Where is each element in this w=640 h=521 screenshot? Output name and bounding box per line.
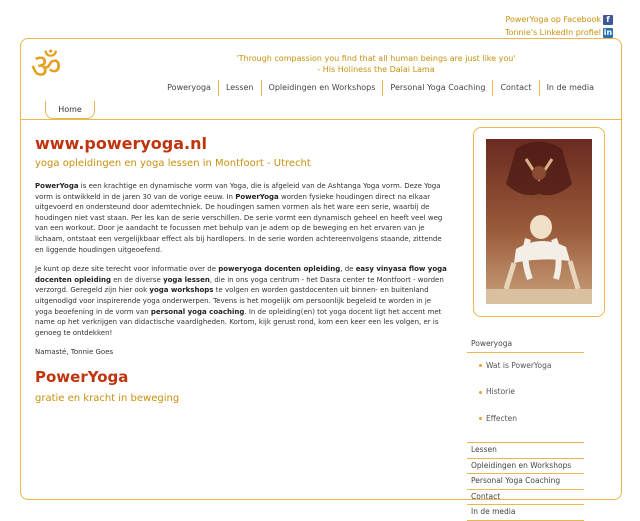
nav-lessen[interactable]: Lessen: [219, 80, 262, 96]
nav-in-de-media[interactable]: In de media: [546, 83, 594, 92]
bold-keyword: PowerYoga: [235, 192, 279, 201]
info-paragraph: Je kunt op deze site terecht voor informatie over de poweryoga docenten opleiding, de easy vinyasa flow yoga docenten opleiding en de diverse yoga lessen, die in ons yoga centrum - het Dasra center te Montfoort - worden verzorgd. Geregeld zijn hier ook yoga workshops te volgen en worden gastdocenten uit binnen- en buitenland uitgenodigd voor inspirerende yoga onderwerpen. Tevens is het mogelijk om persoonlijk begeleid te worden in je yoga beoefening in de vorm van personal yoga coaching. In de opleiding(en) tot yoga docent ligt het accent met name op het verkrijgen van didactische vaardigheden. Kortom, kijk gerust rond, kom een keer een les volgen, er is genoeg te ontdekken!: [35, 265, 447, 337]
bold-keyword: PowerYoga: [35, 182, 79, 190]
tagline: gratie en kracht in beweging: [35, 392, 180, 404]
svg-text:ॐ: ॐ: [30, 47, 62, 85]
sidebar-subitem-effecten[interactable]: [467, 412, 584, 427]
facebook-icon[interactable]: f: [603, 15, 613, 25]
linkedin-icon[interactable]: in: [603, 27, 613, 37]
linkedin-link-label[interactable]: Tonnie's LinkedIn profiel: [505, 28, 601, 37]
header-quote: [161, 53, 591, 75]
yoga-pose-photo: [486, 139, 592, 304]
sidebar-subitem-historie[interactable]: [467, 385, 584, 400]
sidebar-subitem-wat-is[interactable]: [467, 359, 584, 374]
sidebar-subitem-label[interactable]: Historie: [486, 387, 515, 396]
bold-keyword: yoga lessen: [163, 275, 210, 284]
nav-opleidingen[interactable]: Opleidingen en Workshops: [262, 80, 384, 96]
sidebar-subitem-label[interactable]: Wat is PowerYoga: [486, 360, 552, 370]
bullet-icon: [479, 364, 482, 367]
facebook-link[interactable]: [505, 13, 613, 26]
photo-frame: [473, 127, 605, 317]
sidebar-menu: [467, 337, 584, 521]
breadcrumb-bar: [21, 101, 621, 120]
sidebar-subgroup: [467, 353, 584, 444]
bold-keyword: personal yoga coaching: [150, 307, 245, 316]
sidebar-item-personal-coaching[interactable]: Personal Yoga Coaching: [467, 474, 584, 490]
om-logo-icon[interactable]: [26, 45, 66, 85]
top-links: [505, 13, 613, 39]
main-nav: [160, 80, 601, 96]
sidebar-item-poweryoga[interactable]: Poweryoga: [467, 337, 584, 353]
bold-keyword: poweryoga docenten opleiding: [218, 265, 341, 274]
page-subtitle: yoga opleidingen en yoga lessen in Montfoort - Utrecht: [35, 158, 311, 169]
sidebar-item-contact[interactable]: Contact: [467, 490, 584, 506]
site-title: www.poweryoga.nl: [35, 134, 207, 153]
nav-contact[interactable]: Contact: [493, 80, 539, 96]
intro-paragraph: PowerYoga is een krachtige en dynamische vorm van Yoga, die is afgeleid van de Ashtanga Yoga vorm. Deze Yoga vorm is ontwikkeld in de jaren 30 van de vorige eeuw. In PowerYoga worden fysieke houdingen direct na elkaar uitgevoerd en ondersteund door ademtechniek. De houdingen samen vormen als het ware een serie, waarbij de houdingen niet vast staan. Per les kan de serie verschillen. De serie vormt een dynamisch geheel en heeft veel weg van een workout. Door je aandacht te focussen met behulp van je adem op de beweging en het ervaren van je lichaam, ontstaat een vergelijkbaar effect als bij hardlopers. In de serie worden achtereenvolgens staande, zittende en liggende houdingen uitgeoefend.: [35, 182, 443, 254]
bold-keyword: yoga workshops: [149, 286, 214, 295]
nav-poweryoga[interactable]: Poweryoga: [160, 80, 219, 96]
sidebar-item-lessen[interactable]: Lessen: [467, 443, 584, 459]
facebook-link-label[interactable]: PowerYoga op Facebook: [505, 15, 601, 24]
bullet-icon: [479, 391, 482, 394]
sidebar-item-in-de-media[interactable]: In de media: [467, 505, 584, 521]
quote-text: 'Through compassion you find that all human beings are just like you': [236, 54, 516, 63]
section-heading: PowerYoga: [35, 367, 129, 386]
home-tab[interactable]: Home: [45, 101, 95, 119]
main-content: [35, 134, 450, 404]
bold-keyword: easy vinyasa flow yoga docenten opleiding: [35, 265, 447, 284]
bullet-icon: [479, 417, 482, 420]
sidebar-item-opleidingen[interactable]: Opleidingen en Workshops: [467, 459, 584, 475]
signature: Namasté, Tonnie Goes: [35, 348, 114, 357]
nav-personal-coaching[interactable]: Personal Yoga Coaching: [383, 80, 493, 96]
page-frame: [20, 38, 622, 516]
sidebar-subitem-label[interactable]: Effecten: [486, 413, 517, 423]
quote-author: - His Holiness the Dalai Lama: [317, 65, 435, 74]
